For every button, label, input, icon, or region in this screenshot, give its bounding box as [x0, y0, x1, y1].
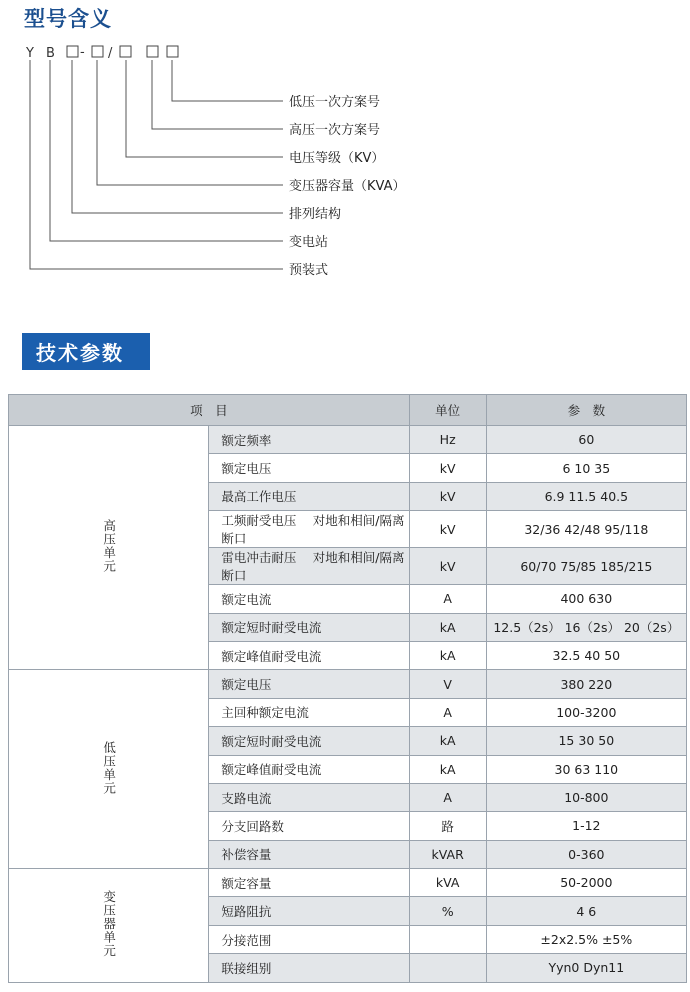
value-cell: 1-12	[486, 812, 686, 840]
code-box-voltage	[120, 46, 131, 57]
value-cell: Yyn0 Dyn11	[486, 954, 686, 982]
value-cell: 10-800	[486, 783, 686, 811]
unit-cell: kVAR	[409, 840, 486, 868]
unit-cell: kV	[409, 511, 486, 548]
label-arrangement: 排列结构	[289, 207, 342, 222]
model-code-diagram	[0, 0, 690, 300]
value-cell: 6.9 11.5 40.5	[486, 482, 686, 510]
header-value: 参 数	[486, 395, 686, 426]
item-cell: 分支回路数	[209, 812, 409, 840]
label-hv-scheme: 高压一次方案号	[289, 123, 381, 138]
code-slash: /	[108, 46, 113, 61]
tree-line-prefab	[30, 60, 283, 269]
item-cell: 额定频率	[209, 426, 409, 454]
code-box-structure	[67, 46, 78, 57]
group-cell	[9, 869, 209, 983]
unit-cell	[409, 925, 486, 953]
item-cell: 额定短时耐受电流	[209, 613, 409, 641]
item-cell: 额定电压	[209, 670, 409, 698]
item-cell: 额定电压	[209, 454, 409, 482]
table-header-row	[9, 395, 687, 426]
label-voltage-level: 电压等级（KV）	[289, 151, 385, 166]
unit-cell: kA	[409, 641, 486, 669]
value-cell: 400 630	[486, 585, 686, 613]
tree-line-voltage	[126, 60, 283, 157]
unit-cell: A	[409, 783, 486, 811]
item-cell: 短路阻抗	[209, 897, 409, 925]
item-cell: 额定峰值耐受电流	[209, 755, 409, 783]
unit-cell: kVA	[409, 869, 486, 897]
table-row	[9, 426, 687, 454]
item-cell: 额定短时耐受电流	[209, 727, 409, 755]
group-label: 低压单元	[101, 740, 117, 795]
code-letter-b: B	[46, 46, 55, 61]
group-cell	[9, 426, 209, 670]
table-row	[9, 670, 687, 698]
table-row	[9, 869, 687, 897]
unit-cell: kV	[409, 548, 486, 585]
unit-cell: kA	[409, 613, 486, 641]
value-cell: 50-2000	[486, 869, 686, 897]
label-substation: 变电站	[289, 235, 329, 250]
tech-params-banner: 技术参数	[22, 333, 150, 370]
table-body	[9, 426, 687, 983]
item-cell: 雷电冲击耐压 对地和相间/隔离断口	[209, 548, 409, 585]
item-cell: 工频耐受电压 对地和相间/隔离断口	[209, 511, 409, 548]
unit-cell: kV	[409, 482, 486, 510]
group-label: 变压器单元	[101, 890, 117, 958]
value-cell: 0-360	[486, 840, 686, 868]
unit-cell: kA	[409, 727, 486, 755]
value-cell: 15 30 50	[486, 727, 686, 755]
group-label: 高压单元	[101, 519, 117, 574]
value-cell: 6 10 35	[486, 454, 686, 482]
tree-line-lv-scheme	[172, 60, 283, 101]
item-cell: 额定容量	[209, 869, 409, 897]
unit-cell: Hz	[409, 426, 486, 454]
item-cell: 补偿容量	[209, 840, 409, 868]
label-transformer-capacity: 变压器容量（KVA）	[289, 179, 406, 194]
code-dash: -	[80, 45, 85, 60]
code-box-hv-scheme	[147, 46, 158, 57]
group-cell	[9, 670, 209, 869]
tech-params-table	[8, 394, 687, 983]
value-cell: 12.5（2s） 16（2s） 20（2s）	[486, 613, 686, 641]
value-cell: 380 220	[486, 670, 686, 698]
tree-line-substation	[50, 60, 283, 241]
item-cell: 联接组别	[209, 954, 409, 982]
tree-line-structure	[72, 60, 283, 213]
value-cell: 4 6	[486, 897, 686, 925]
value-cell: 60/70 75/85 185/215	[486, 548, 686, 585]
unit-cell: A	[409, 585, 486, 613]
unit-cell: kV	[409, 454, 486, 482]
value-cell: 30 63 110	[486, 755, 686, 783]
model-meaning-title: 型号含义	[24, 7, 112, 31]
value-cell: 60	[486, 426, 686, 454]
tree-line-capacity	[97, 60, 283, 185]
item-cell: 分接范围	[209, 925, 409, 953]
item-cell: 额定电流	[209, 585, 409, 613]
label-lv-scheme: 低压一次方案号	[289, 95, 381, 110]
value-cell: 32.5 40 50	[486, 641, 686, 669]
unit-cell	[409, 954, 486, 982]
unit-cell: A	[409, 698, 486, 726]
unit-cell: 路	[409, 812, 486, 840]
value-cell: ±2x2.5% ±5%	[486, 925, 686, 953]
code-letter-y: Y	[26, 46, 34, 61]
unit-cell: kA	[409, 755, 486, 783]
header-item: 项 目	[9, 395, 410, 426]
item-cell: 最高工作电压	[209, 482, 409, 510]
value-cell: 32/36 42/48 95/118	[486, 511, 686, 548]
header-unit: 单位	[409, 395, 486, 426]
label-prefabricated: 预装式	[289, 263, 329, 278]
item-cell: 主回种额定电流	[209, 698, 409, 726]
value-cell: 100-3200	[486, 698, 686, 726]
code-box-capacity	[92, 46, 103, 57]
code-box-lv-scheme	[167, 46, 178, 57]
item-cell: 额定峰值耐受电流	[209, 641, 409, 669]
unit-cell: V	[409, 670, 486, 698]
unit-cell: %	[409, 897, 486, 925]
item-cell: 支路电流	[209, 783, 409, 811]
